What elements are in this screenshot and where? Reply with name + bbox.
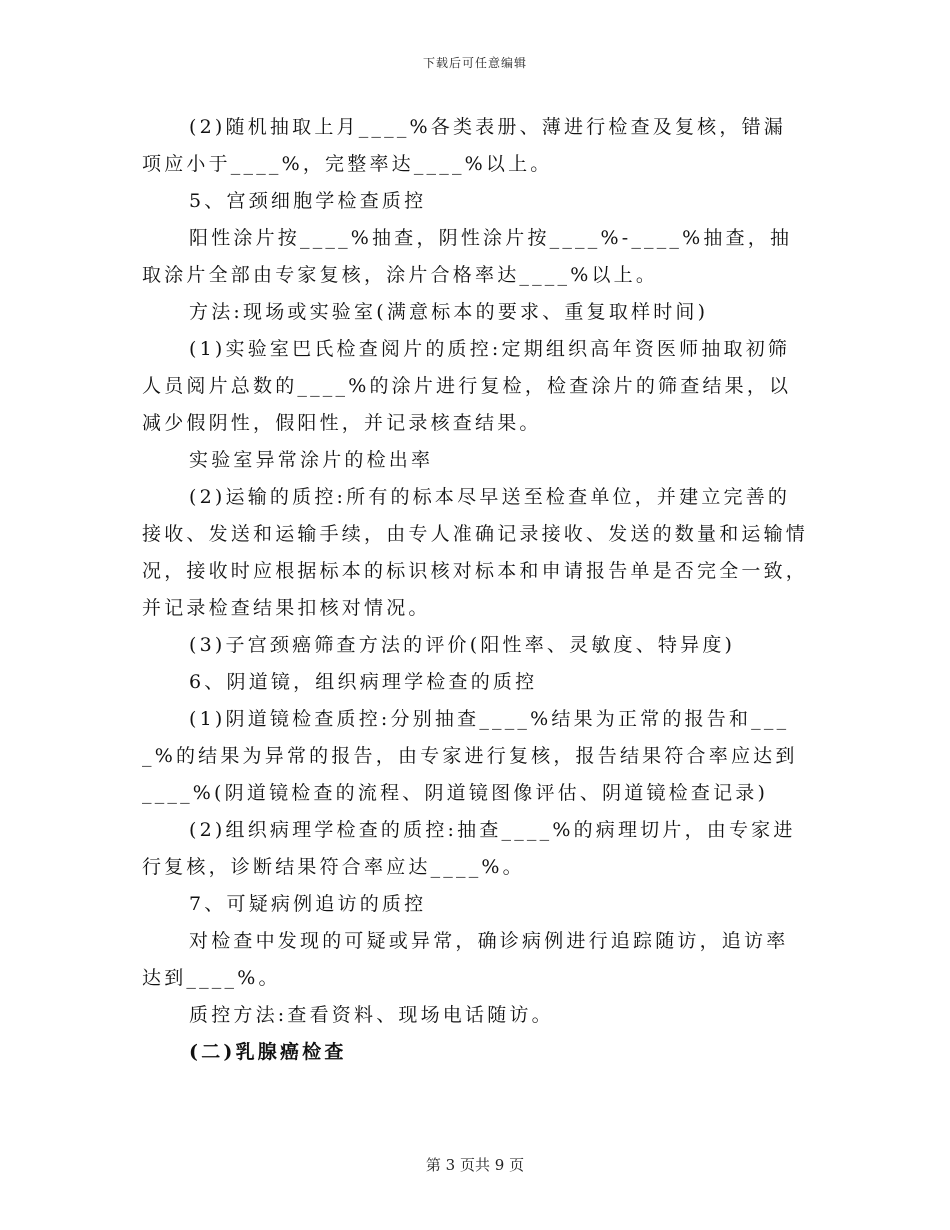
paragraph-transport-qc: (2)运输的质控:所有的标本尽早送至检查单位，并建立完善的接收、发送和运输手续，由专人准确记录接收、发送的数量和运输情况，接收时应根据标本的标识核对标本和申请报告单是否完全一致，并记录检查结果扣核对情况。 [142,486,809,619]
page-footer: 第 3 页共 9 页 [425,1156,525,1174]
heading-breast-cancer-check: (二)乳腺癌检查 [189,1041,347,1063]
paragraph-method: 方法:现场或实验室(满意标本的要求、重复取样时间) [189,301,709,323]
paragraph-colposcopy-qc: (1)阴道镜检查质控:分别抽查____%结果为正常的报告和____%的结果为异常的报告，由专家进行复核，报告结果符合率应达到____%(阴道镜检查的流程、阴道镜图像评估、阴道镜检查记录) [142,708,798,804]
page-header: 下载后可任意编辑 [422,56,527,70]
paragraph-sampling-last-month: (2)随机抽取上月____%各类表册、薄进行检查及复核，错漏项应小于____%，完整率达____%以上。 [142,116,786,175]
paragraph-smear-sampling: 阳性涂片按____%抽查，阴性涂片按____%-____%抽查，抽取涂片全部由专家复核，涂片合格率达____%以上。 [142,227,793,286]
document-body [142,109,808,1071]
heading-cervical-cytology-qc: 5、宫颈细胞学检查质控 [189,190,427,212]
paragraph-followup-rate: 对检查中发现的可疑或异常，确诊病例进行追踪随访，追访率达到____%。 [142,930,789,989]
paragraph-pathology-qc: (2)组织病理学检查的质控:抽查____%的病理切片，由专家进行复核，诊断结果符合率应达____%。 [142,819,796,878]
paragraph-screening-evaluation: (3)子宫颈癌筛查方法的评价(阳性率、灵敏度、特异度) [189,634,736,656]
heading-colposcopy-pathology-qc: 6、阴道镜，组织病理学检查的质控 [189,671,538,693]
heading-followup-qc: 7、可疑病例追访的质控 [189,893,427,915]
paragraph-qc-method: 质控方法:查看资料、现场电话随访。 [189,1004,554,1026]
paragraph-abnormal-smear-rate: 实验室异常涂片的检出率 [189,449,434,471]
paragraph-pap-reading-qc: (1)实验室巴氏检查阅片的质控:定期组织高年资医师抽取初筛人员阅片总数的____%的涂片进行复检，检查涂片的筛查结果，以减少假阴性，假阳性，并记录核查结果。 [142,338,792,434]
